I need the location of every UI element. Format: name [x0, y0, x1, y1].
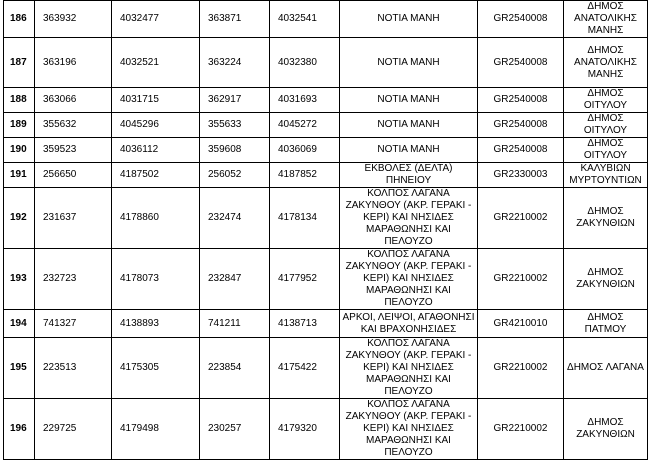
area-cell: ΝΟΤΙΑ ΜΑΝΗ: [340, 38, 478, 88]
x2-cell: 223854: [200, 338, 270, 399]
table-row: [4, 399, 648, 460]
x1-cell: 256650: [35, 163, 112, 188]
area-cell: ΚΟΛΠΟΣ ΛΑΓΑΝΑ ΖΑΚΥΝΘΟΥ (ΑΚΡ. ΓΕΡΑΚΙ - ΚΕΡΙ) ΚΑΙ ΝΗΣΙΔΕΣ ΜΑΡΑΘΩΝΗΣΙ ΚΑΙ ΠΕΛΟΥΖΟ: [340, 249, 478, 310]
y2-cell: 4032380: [270, 38, 340, 88]
table-row: [4, 188, 648, 249]
area-cell: ΑΡΚΟΙ, ΛΕΙΨΟΙ, ΑΓΑΘΟΝΗΣΙ ΚΑΙ ΒΡΑΧΟΝΗΣΙΔΕΣ: [340, 310, 478, 338]
code-cell: GR2210002: [478, 338, 564, 399]
code-cell: GR2540008: [478, 1, 564, 38]
x2-cell: 362917: [200, 88, 270, 113]
code-cell: GR2540008: [478, 88, 564, 113]
x1-cell: 355632: [35, 113, 112, 138]
code-cell: GR2330003: [478, 163, 564, 188]
x2-cell: 355633: [200, 113, 270, 138]
x2-cell: 232474: [200, 188, 270, 249]
y1-cell: 4187502: [112, 163, 200, 188]
x1-cell: 231637: [35, 188, 112, 249]
code-cell: GR2540008: [478, 113, 564, 138]
x2-cell: 232847: [200, 249, 270, 310]
y2-cell: 4031693: [270, 88, 340, 113]
x2-cell: 359608: [200, 138, 270, 163]
x2-cell: 363224: [200, 38, 270, 88]
municipality-cell: ΔΗΜΟΣ ΖΑΚΥΝΘΙΩΝ: [564, 188, 648, 249]
y1-cell: 4178860: [112, 188, 200, 249]
municipality-cell: ΔΗΜΟΣ ΖΑΚΥΝΘΙΩΝ: [564, 249, 648, 310]
y1-cell: 4032521: [112, 38, 200, 88]
municipality-cell: ΔΗΜΟΣ ΑΝΑΤΟΛΙΚΗΣ ΜΑΝΗΣ: [564, 1, 648, 38]
municipality-cell: ΔΗΜΟΣ ΖΑΚΥΝΘΙΩΝ: [564, 399, 648, 460]
x1-cell: 363066: [35, 88, 112, 113]
row-number: 187: [4, 38, 35, 88]
x1-cell: 232723: [35, 249, 112, 310]
municipality-cell: ΔΗΜΟΣ ΑΝΑΤΟΛΙΚΗΣ ΜΑΝΗΣ: [564, 38, 648, 88]
table-row: [4, 1, 648, 38]
code-cell: GR2540008: [478, 38, 564, 88]
y1-cell: 4036112: [112, 138, 200, 163]
row-number: 196: [4, 399, 35, 460]
y2-cell: 4138713: [270, 310, 340, 338]
table-row: [4, 338, 648, 399]
y1-cell: 4031715: [112, 88, 200, 113]
y1-cell: 4032477: [112, 1, 200, 38]
row-number: 190: [4, 138, 35, 163]
row-number: 189: [4, 113, 35, 138]
municipality-cell: ΔΗΜΟΣ ΟΙΤΥΛΟΥ: [564, 88, 648, 113]
y2-cell: 4187852: [270, 163, 340, 188]
x2-cell: 741211: [200, 310, 270, 338]
row-number: 193: [4, 249, 35, 310]
x1-cell: 229725: [35, 399, 112, 460]
x1-cell: 363196: [35, 38, 112, 88]
area-cell: ΚΟΛΠΟΣ ΛΑΓΑΝΑ ΖΑΚΥΝΘΟΥ (ΑΚΡ. ΓΕΡΑΚΙ - ΚΕΡΙ) ΚΑΙ ΝΗΣΙΔΕΣ ΜΑΡΑΘΩΝΗΣΙ ΚΑΙ ΠΕΛΟΥΖΟ: [340, 338, 478, 399]
y1-cell: 4178073: [112, 249, 200, 310]
table-row: [4, 138, 648, 163]
row-number: 194: [4, 310, 35, 338]
y1-cell: 4175305: [112, 338, 200, 399]
y1-cell: 4045296: [112, 113, 200, 138]
y1-cell: 4179498: [112, 399, 200, 460]
area-cell: ΝΟΤΙΑ ΜΑΝΗ: [340, 138, 478, 163]
table-row: [4, 113, 648, 138]
table-row: [4, 88, 648, 113]
area-cell: ΝΟΤΙΑ ΜΑΝΗ: [340, 88, 478, 113]
x2-cell: 363871: [200, 1, 270, 38]
municipality-cell: ΔΗΜΟΣ ΟΙΤΥΛΟΥ: [564, 138, 648, 163]
y2-cell: 4036069: [270, 138, 340, 163]
municipality-cell: ΔΗΜΟΣ ΠΑΤΜΟΥ: [564, 310, 648, 338]
x2-cell: 230257: [200, 399, 270, 460]
x1-cell: 741327: [35, 310, 112, 338]
x1-cell: 363932: [35, 1, 112, 38]
area-cell: ΝΟΤΙΑ ΜΑΝΗ: [340, 113, 478, 138]
code-cell: GR2540008: [478, 138, 564, 163]
municipality-cell: ΔΗΜΟΣ ΛΑΓΑΝΑ: [564, 338, 648, 399]
area-cell: ΚΟΛΠΟΣ ΛΑΓΑΝΑ ΖΑΚΥΝΘΟΥ (ΑΚΡ. ΓΕΡΑΚΙ - ΚΕΡΙ) ΚΑΙ ΝΗΣΙΔΕΣ ΜΑΡΑΘΩΝΗΣΙ ΚΑΙ ΠΕΛΟΥΖΟ: [340, 399, 478, 460]
x1-cell: 223513: [35, 338, 112, 399]
area-cell: ΝΟΤΙΑ ΜΑΝΗ: [340, 1, 478, 38]
y2-cell: 4177952: [270, 249, 340, 310]
y2-cell: 4178134: [270, 188, 340, 249]
row-number: 195: [4, 338, 35, 399]
coordinates-table: [3, 0, 648, 460]
row-number: 192: [4, 188, 35, 249]
row-number: 191: [4, 163, 35, 188]
y2-cell: 4045272: [270, 113, 340, 138]
y2-cell: 4175422: [270, 338, 340, 399]
table-row: [4, 249, 648, 310]
area-cell: ΚΟΛΠΟΣ ΛΑΓΑΝΑ ΖΑΚΥΝΘΟΥ (ΑΚΡ. ΓΕΡΑΚΙ - ΚΕΡΙ) ΚΑΙ ΝΗΣΙΔΕΣ ΜΑΡΑΘΩΝΗΣΙ ΚΑΙ ΠΕΛΟΥΖΟ: [340, 188, 478, 249]
row-number: 188: [4, 88, 35, 113]
area-cell: ΕΚΒΟΛΕΣ (ΔΕΛΤΑ) ΠΗΝΕΙΟΥ: [340, 163, 478, 188]
y2-cell: 4032541: [270, 1, 340, 38]
municipality-cell: ΔΗΜΟΣ ΟΙΤΥΛΟΥ: [564, 113, 648, 138]
y1-cell: 4138893: [112, 310, 200, 338]
table-row: [4, 38, 648, 88]
table-row: [4, 163, 648, 188]
x1-cell: 359523: [35, 138, 112, 163]
code-cell: GR2210002: [478, 399, 564, 460]
table-row: [4, 310, 648, 338]
x2-cell: 256052: [200, 163, 270, 188]
y2-cell: 4179320: [270, 399, 340, 460]
code-cell: GR2210002: [478, 188, 564, 249]
code-cell: GR4210010: [478, 310, 564, 338]
municipality-cell: ΚΑΛΥΒΙΩΝ ΜΥΡΤΟΥΝΤΙΩΝ: [564, 163, 648, 188]
code-cell: GR2210002: [478, 249, 564, 310]
row-number: 186: [4, 1, 35, 38]
